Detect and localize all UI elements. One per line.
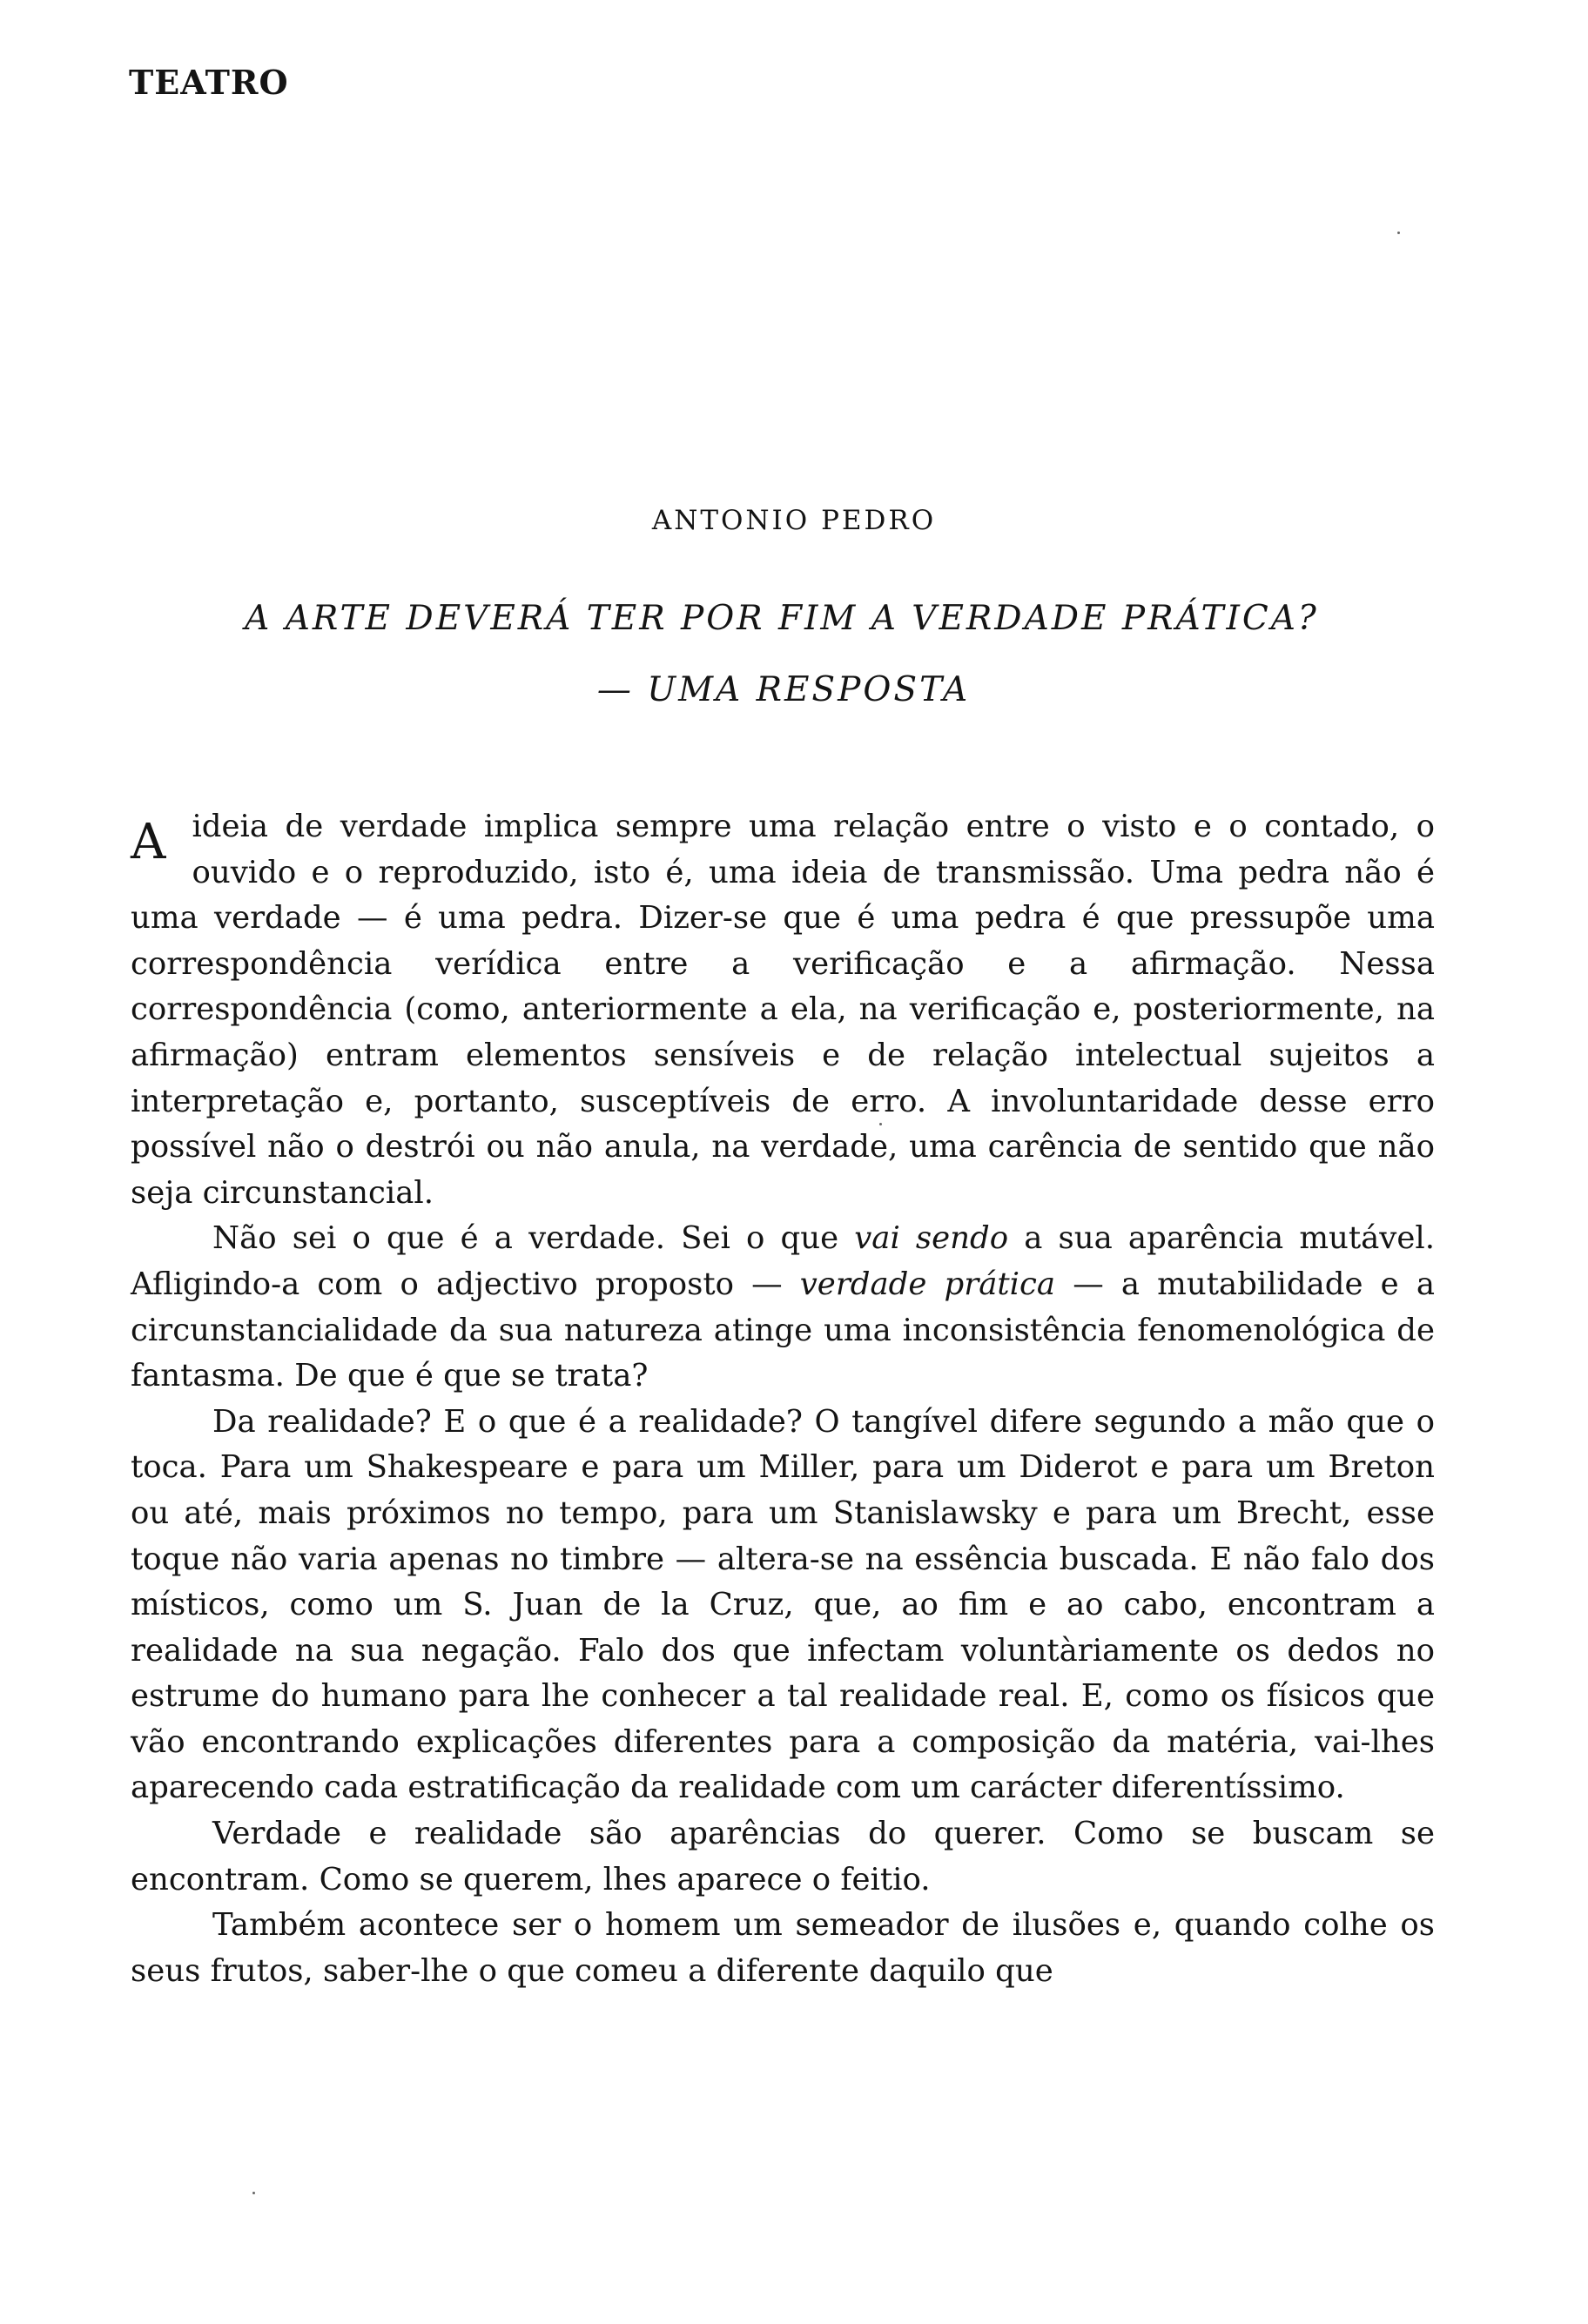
print-speck <box>1397 232 1400 234</box>
paragraph-2-text-a: Não sei o que é a verdade. Sei o que <box>212 1220 855 1257</box>
paragraph-1-text: ideia de verdade implica sempre uma relação entre o visto e o contado, o ouvido e o reproduzido, isto é, uma ideia de transmissão. Uma pedra não é uma verdade — é uma pedra. Dizer-se que é uma pedra é que pressupõe uma correspondência verídica entre a verificação e a afirmação. Nessa correspondência (como, anteriormente a ela, na verificação e, posteriormente, na afirmação) entram elementos sensíveis e de relação intelectual sujeitos a interpretação e, portanto, susceptíveis de erro. A involuntaridade desse erro possível não o destrói ou não anula, na verdade, uma carência de sentido que não seja circunstancial. <box>131 809 1435 1211</box>
section-label: TEATRO <box>129 63 289 102</box>
print-speck <box>879 1123 882 1125</box>
paragraph-2-emphasis-b: verdade prática <box>799 1266 1056 1302</box>
paragraph-2-emphasis-a: vai sendo <box>854 1220 1009 1257</box>
paragraph-5: Também acontece ser o homem um semeador de ilusões e, quando colhe os seus frutos, saber-lhe o que comeu a diferente daquilo que <box>131 1907 1435 1989</box>
drop-cap: A <box>131 814 166 870</box>
paragraph-2-text-b: a sua aparência mutável. Afligindo-a com o adjectivo proposto — <box>131 1220 1436 1302</box>
print-speck <box>252 2192 255 2194</box>
author-name: ANTONIO PEDRO <box>651 505 937 536</box>
paragraph-4: Verdade e realidade são aparências do querer. Como se buscam se encontram. Como se querem, lhes aparece o feitio. <box>131 1816 1435 1897</box>
article-title-line1: A ARTE DEVERÁ TER POR FIM A VERDADE PRÁTICA? <box>245 599 1319 638</box>
paragraph-1 <box>131 804 1435 1216</box>
article-body <box>131 804 1435 1994</box>
paragraph-2 <box>131 1216 1435 1399</box>
paragraph-2-text-c: — a mutabilidade e a circunstancialidade da sua natureza atinge uma inconsistência fenomenológica de fantasma. De que é que se trata? <box>131 1266 1435 1394</box>
article-title-line2: — UMA RESPOSTA <box>596 670 971 709</box>
paragraph-3: Da realidade? E o que é a realidade? O tangível difere segundo a mão que o toca. Para um Shakespeare e para um Miller, para um Diderot e para um Breton ou até, mais próximos no tempo, para um Stanislawsky e para um Brecht, esse toque não varia apenas no timbre — altera-se na essência buscada. E não falo dos místicos, como um S. Juan de la Cruz, que, ao fim e ao cabo, encontram a realidade na sua negação. Falo dos que infectam voluntàriamente os dedos no estrume do humano para lhe conhecer a tal realidade real. E, como os físicos que vão encontrando explicações diferentes para a composição da matéria, vai-lhes aparecendo cada estratificação da realidade com um carácter diferentíssimo. <box>131 1403 1435 1806</box>
